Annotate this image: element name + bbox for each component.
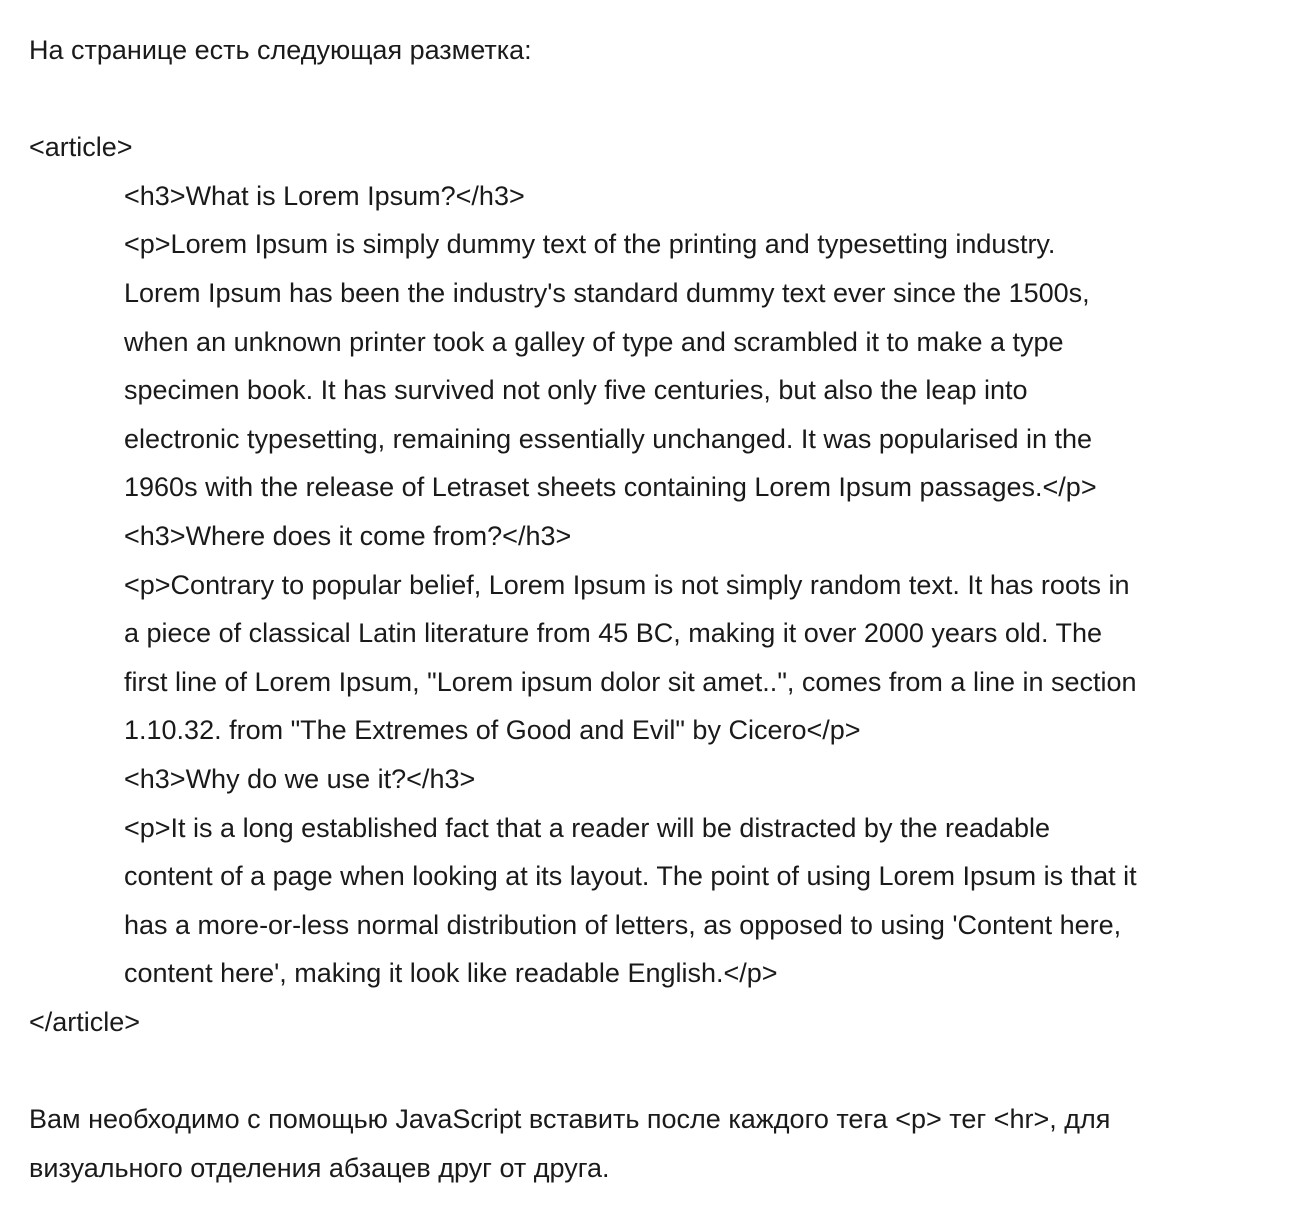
code-line: Lorem Ipsum has been the industry's standard dummy text ever since the 1500s, bbox=[124, 277, 1090, 308]
code-line: <h3>Why do we use it?</h3> bbox=[124, 763, 476, 794]
code-line: specimen book. It has survived not only five centuries, but also the leap into bbox=[124, 375, 1028, 406]
blank-line bbox=[29, 1046, 1259, 1095]
code-line: 1960s with the release of Letraset sheets containing Lorem Ipsum passages.</p> bbox=[124, 472, 1097, 503]
task-text-line-2: визуального отделения абзацев друг от друга. bbox=[29, 1152, 610, 1183]
code-line: content of a page when looking at its layout. The point of using Lorem Ipsum is that it bbox=[124, 861, 1137, 892]
code-line: when an unknown printer took a galley of type and scrambled it to make a type bbox=[124, 326, 1064, 357]
code-line: a piece of classical Latin literature from 45 BC, making it over 2000 years old. The bbox=[124, 618, 1102, 649]
code-line: content here', making it look like readable English.</p> bbox=[124, 958, 778, 989]
code-line: has a more-or-less normal distribution of letters, as opposed to using 'Content here, bbox=[124, 909, 1122, 940]
code-line: <h3>Where does it come from?</h3> bbox=[124, 520, 572, 551]
code-line: first line of Lorem Ipsum, "Lorem ipsum dolor sit amet..", comes from a line in section bbox=[124, 666, 1137, 697]
code-line: <p>It is a long established fact that a reader will be distracted by the readable bbox=[124, 812, 1051, 843]
code-line: <p>Lorem Ipsum is simply dummy text of the printing and typesetting industry. bbox=[124, 229, 1056, 260]
code-line: 1.10.32. from "The Extremes of Good and Evil" by Cicero</p> bbox=[124, 715, 861, 746]
code-line: <h3>What is Lorem Ipsum?</h3> bbox=[124, 180, 525, 211]
code-line: <p>Contrary to popular belief, Lorem Ipsum is not simply random text. It has roots in bbox=[124, 569, 1130, 600]
intro-text: На странице есть следующая разметка: bbox=[29, 35, 532, 65]
article-close-tag: </article> bbox=[29, 1006, 141, 1037]
code-block bbox=[29, 172, 1259, 998]
task-text-line-1: Вам необходимо с помощью JavaScript вставить после каждого тега <p> тег <hr>, для bbox=[29, 1104, 1111, 1135]
article-open-tag: <article> bbox=[29, 132, 133, 163]
blank-line bbox=[29, 75, 1259, 124]
code-line: electronic typesetting, remaining essentially unchanged. It was popularised in the bbox=[124, 423, 1093, 454]
